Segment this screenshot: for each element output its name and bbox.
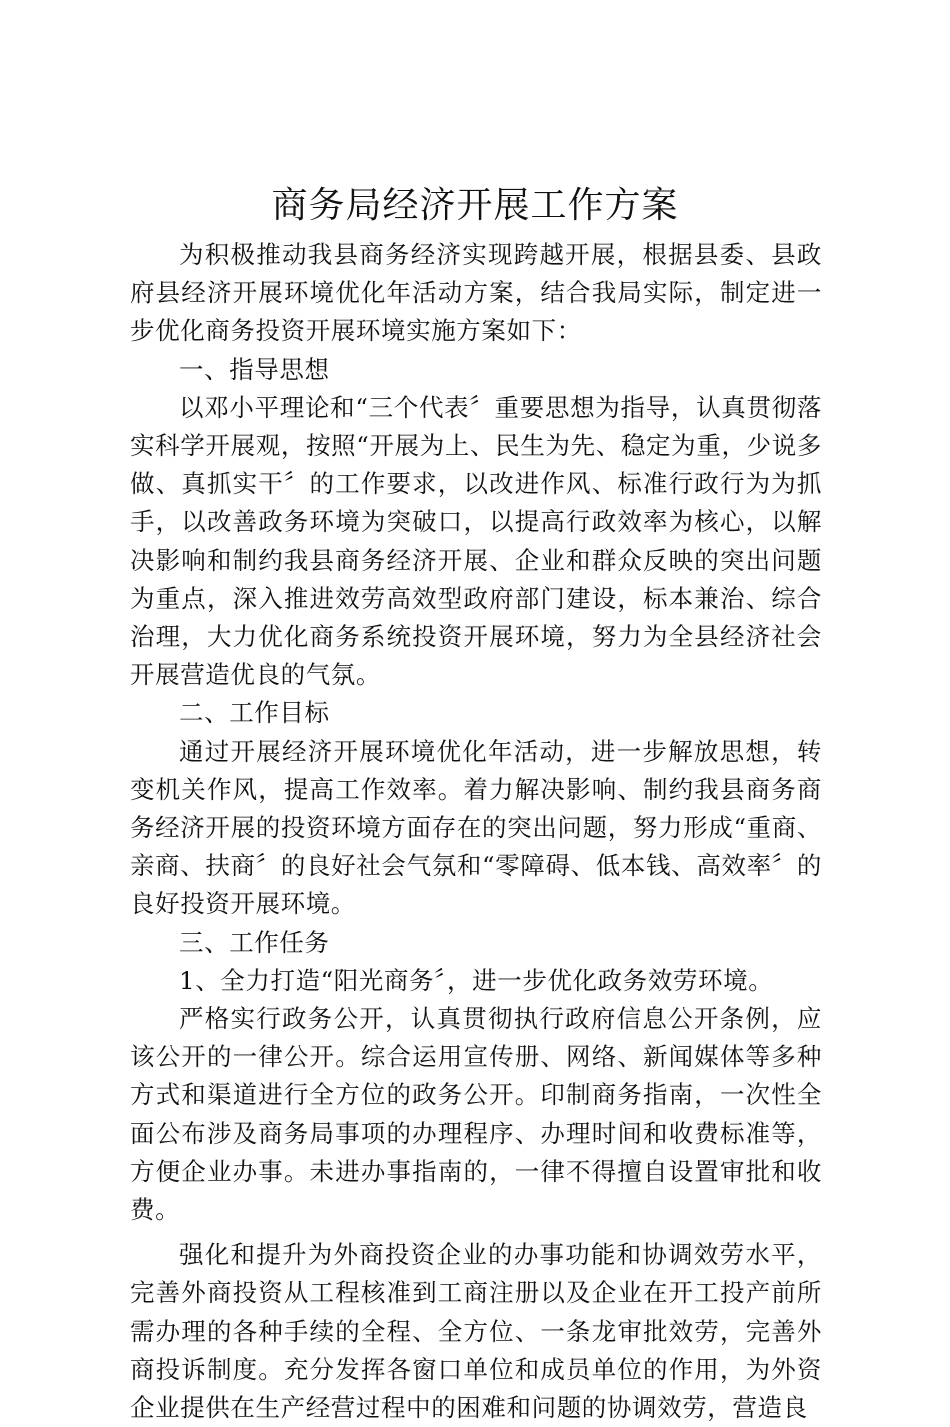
document-body [130,236,822,1427]
paragraph-intro: 为积极推动我县商务经济实现跨越开展，根据县委、县政府县经济开展环境优化年活动方案，结合我局实际，制定进一步优化商务投资开展环境实施方案如下： [130,240,822,346]
paragraph-task-1-service: 强化和提升为外商投资企业的办事功能和协调效劳水平，完善外商投资从工程核准到工商注册以及企业在开工投产前所需办理的各种手续的全程、全方位、一条龙审批效劳，完善外商投诉制度。充分发挥各窗口单位和成员单位的作用，为外资企业提供在生产经营过程中的困难和问题的协调效劳，营造良 [130,1240,822,1423]
paragraph-guiding-thought: 以邓小平理论和“三个代表〞重要思想为指导，认真贯彻落实科学开展观，按照“开展为上、民生为先、稳定为重，少说多做、真抓实干〞的工作要求，以改进作风、标准行政行为为抓手，以改善政务环境为突破口，以提高行政效率为核心，以解决影响和制约我县商务经济开展、企业和群众反映的突出问题为重点，深入推进效劳高效型政府部门建设，标本兼治、综合治理，大力优化商务系统投资开展环境，努力为全县经济社会开展营造优良的气氛。 [130,392,822,690]
heading-guiding-thought: 一、指导思想 [179,354,330,384]
paragraph-work-goals: 通过开展经济开展环境优化年活动，进一步解放思想，转变机关作风，提高工作效率。着力解决影响、制约我县商务商务经济开展的投资环境方面存在的突出问题，努力形成“重商、亲商、扶商〞的良好社会气氛和“零障碍、低本钱、高效率〞的良好投资开展环境。 [130,736,822,919]
subheading-task-1: 1、全力打造“阳光商务〞，进一步优化政务效劳环境。 [179,965,774,995]
heading-work-tasks: 三、工作任务 [179,927,330,957]
heading-work-goals: 二、工作目标 [179,698,330,728]
document-title: 商务局经济开展工作方案 [271,185,679,226]
paragraph-task-1-disclosure: 严格实行政务公开，认真贯彻执行政府信息公开条例，应该公开的一律公开。综合运用宣传册、网络、新闻媒体等多种方式和渠道进行全方位的政务公开。印制商务指南，一次性全面公布涉及商务局事项的办理程序、办理时间和收费标准等，方便企业办事。未进办事指南的，一律不得擅自设置审批和收费。 [130,1004,822,1225]
